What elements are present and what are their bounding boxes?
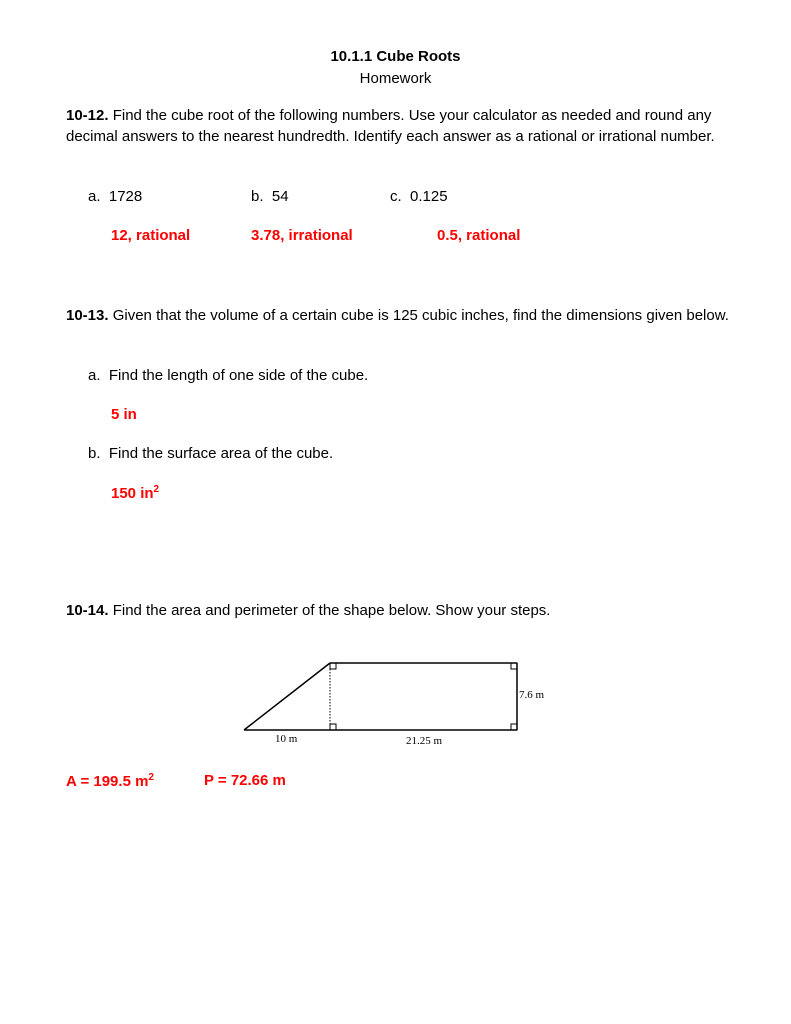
question-10-12 [66, 105, 736, 147]
item-b: b. Find the surface area of the cube. [88, 445, 334, 462]
question-number: 10-13. [66, 307, 109, 324]
item-b: b. 54 [251, 188, 289, 205]
answer-surface-area: 150 $in^2$ [111, 484, 160, 502]
answer-a: 12, rational [111, 227, 191, 244]
answer-c: 0.5, rational [437, 227, 521, 244]
item-c: c. 0.125 [390, 188, 448, 205]
question-text: Given that the volume of a certain cube is 125 cubic inches, find the dimensions given below. [108, 307, 729, 324]
page-subtitle: Homework [359, 70, 432, 87]
answer-side: 5 in [111, 406, 137, 423]
answer-b: 3.78, irrational [251, 227, 353, 244]
label-base-right: 21.25 m [406, 735, 443, 747]
label-height: 7.6 m [519, 689, 545, 701]
question-number: 10-14. [66, 602, 109, 619]
question-text: Find the cube root of the following numbers. Use your calculator as needed and round any decimal answers to the nearest hundredth. Identify each answer as a rational or irrational number. [66, 107, 715, 145]
item-a: a. Find the length of one side of the cube. [88, 367, 369, 384]
question-number: 10-12. [66, 107, 109, 124]
answer-area: A = 199.5 $m^2$ [66, 772, 154, 790]
question-10-13 [66, 305, 736, 326]
item-a: a. 1728 [88, 188, 143, 205]
answer-perimeter: P = 72.66 m [204, 772, 286, 789]
question-text: Find the area and perimeter of the shape below. Show your steps. [108, 602, 551, 619]
label-base-left: 10 m [275, 733, 298, 745]
question-10-14 [66, 600, 736, 621]
page-title: 10.1.1 Cube Roots [330, 48, 461, 65]
